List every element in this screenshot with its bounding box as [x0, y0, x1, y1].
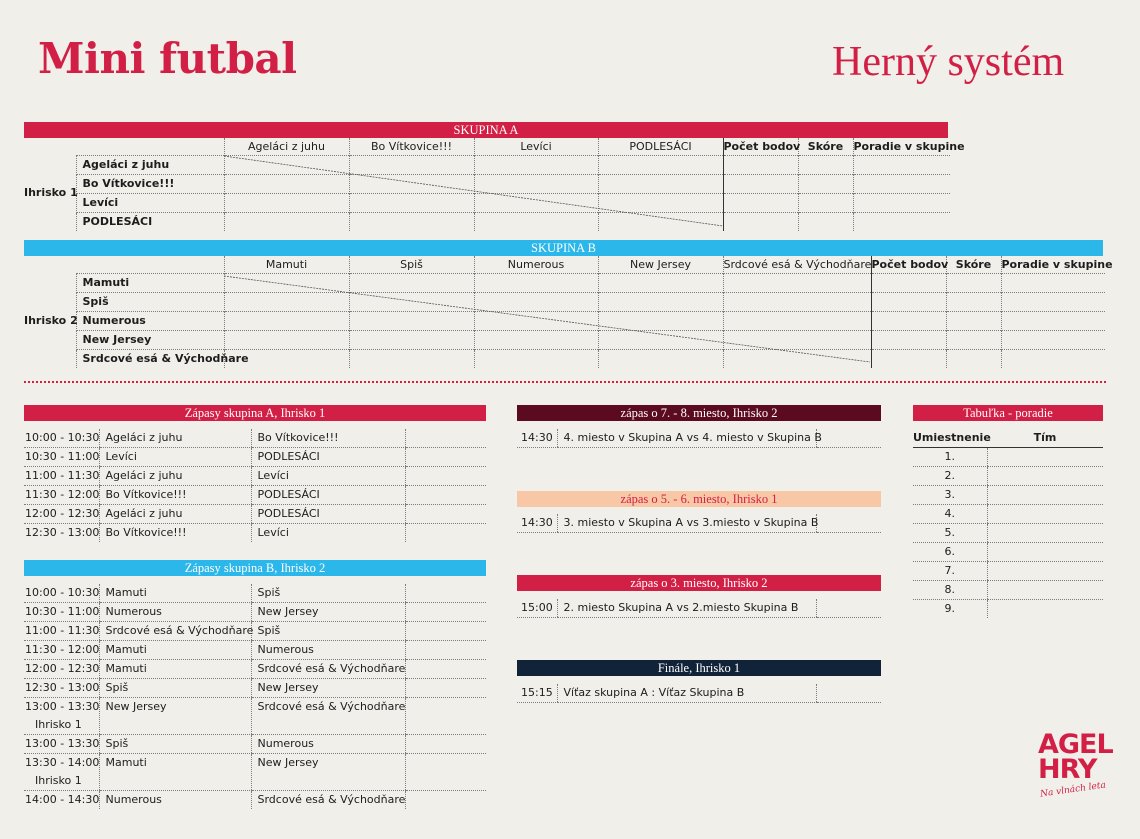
match-row [24, 584, 486, 603]
match-away-team: Spiš [251, 622, 405, 641]
match-row [24, 448, 486, 467]
row-team: PODLESÁCI [76, 213, 224, 232]
row-team: Spiš [76, 293, 224, 312]
col-header: Ageláci z juhu [224, 138, 349, 156]
match-time: 12:00 - 12:30 [24, 660, 99, 679]
ranking-place: 9. [944, 602, 955, 615]
row-team: Srdcové esá & Východňare [76, 350, 224, 369]
section-divider [24, 381, 1106, 383]
match-away-team: New Jersey [251, 679, 405, 698]
match-pair: 2. miesto Skupina A vs 2.miesto Skupina B [557, 599, 816, 618]
match-row [24, 660, 486, 679]
match-away-team: Numerous [251, 735, 405, 754]
matches-a-table [24, 429, 486, 542]
ranking-place: 1. [913, 448, 987, 467]
row-team: Bo Vítkovice!!! [76, 175, 224, 194]
match-row [24, 467, 486, 486]
row-team: Levíci [76, 194, 224, 213]
match-away-team: PODLESÁCI [251, 486, 405, 505]
match-time: 12:30 - 13:00 [24, 679, 99, 698]
match-result-cell [405, 505, 486, 524]
match-result-cell [405, 679, 486, 698]
ranking-row [913, 581, 1103, 600]
match-time: 14:00 - 14:30 [25, 793, 100, 806]
match-row [24, 505, 486, 524]
match-time-range: 13:00 - 13:30 [25, 700, 100, 713]
match-7-8-header: zápas o 7. - 8. miesto, Ihrisko 2 [517, 405, 881, 421]
ranking-team-cell [987, 600, 1103, 619]
logo-tagline: Na vlnách leta [1039, 780, 1107, 800]
ranking-row [913, 524, 1103, 543]
match-row [24, 735, 486, 754]
match-time: 11:00 - 11:30 [24, 622, 99, 641]
match-row [24, 622, 486, 641]
match-away-team: PODLESÁCI [251, 505, 405, 524]
ranking-row [913, 505, 1103, 524]
ranking-team-cell [987, 581, 1103, 600]
match-5-6-header [517, 491, 881, 507]
ranking-place: 4. [913, 505, 987, 524]
match-time: 10:00 - 10:30 [24, 584, 99, 603]
match-away-team: PODLESÁCI [251, 448, 405, 467]
match-time: 14:30 [517, 429, 557, 448]
page-subtitle: Herný systém [832, 39, 1065, 85]
col-header: Levíci [474, 138, 598, 156]
match-5-6-title-bold: zápas o 5. - 6. miesto, [620, 492, 730, 506]
match-time: 11:30 - 12:00 [24, 486, 99, 505]
col-header-score: Skóre [798, 138, 853, 156]
match-away-team: New Jersey [251, 754, 405, 791]
match-away-team: Levíci [251, 467, 405, 486]
ranking-place: 6. [913, 543, 987, 562]
ranking-team-cell [987, 505, 1103, 524]
group-a-header: SKUPINA A [24, 122, 948, 138]
match-row [24, 641, 486, 660]
match-row [24, 429, 486, 448]
match-row [24, 791, 486, 810]
match-home-team: Mamuti [99, 584, 251, 603]
match-home-team: Numerous [99, 791, 251, 810]
logo-line2: HRY [1038, 754, 1097, 785]
col-header: Srdcové esá & Východňare [723, 256, 871, 274]
final-header: Finále, Ihrisko 1 [517, 660, 881, 676]
ranking-team-cell [987, 562, 1103, 581]
match-result-cell [405, 448, 486, 467]
match-field-note: Ihrisko 1 [35, 718, 82, 731]
match-result-cell [405, 429, 486, 448]
match-pair: Víťaz skupina A : Víťaz Skupina B [557, 684, 816, 703]
match-time: 13:00 - 13:30 [24, 735, 99, 754]
match-time: 15:15 [517, 684, 557, 703]
match-time: 10:30 - 11:00 [24, 603, 99, 622]
match-home-team: Bo Vítkovice!!! [99, 524, 251, 543]
match-home-team: Mamuti [99, 754, 251, 791]
match-away-team: Levíci [251, 524, 405, 543]
matches-b-table [24, 584, 486, 809]
match-7-8-table [517, 429, 881, 448]
match-time: 11:30 - 12:00 [24, 641, 99, 660]
ranking-row [913, 562, 1103, 581]
agel-hry-logo [1038, 729, 1113, 785]
ranking-place: 2. [913, 467, 987, 486]
ranking-row [913, 600, 1103, 619]
match-home-team: New Jersey [99, 698, 251, 735]
match-pair: 3. miesto v Skupina A vs 3.miesto v Skupina B [557, 514, 816, 533]
match-home-team: Mamuti [99, 660, 251, 679]
ranking-row [913, 486, 1103, 505]
match-time: 10:00 - 10:30 [24, 429, 99, 448]
match-time: 12:00 - 12:30 [24, 505, 99, 524]
matches-b-header: Zápasy skupina B, Ihrisko 2 [24, 560, 486, 576]
col-header: Numerous [474, 256, 598, 274]
match-result-cell [405, 698, 486, 735]
ranking-col-team: Tím [987, 429, 1103, 448]
ranking-place: 8. [913, 581, 987, 600]
ranking-table [913, 429, 1103, 618]
matches-a-header: Zápasy skupina A, Ihrisko 1 [24, 405, 486, 421]
ranking-team-cell [987, 543, 1103, 562]
match-time-range: 13:30 - 14:00 [25, 756, 100, 769]
match-home-team: Ageláci z juhu [99, 429, 251, 448]
match-row [24, 698, 486, 735]
ranking-team-cell [987, 524, 1103, 543]
ranking-place: 3. [913, 486, 987, 505]
ranking-team-cell [987, 486, 1103, 505]
match-5-6-table [517, 514, 881, 533]
match-away-team: Bo Vítkovice!!! [251, 429, 405, 448]
match-result-cell [405, 486, 486, 505]
match-time: 10:30 - 11:00 [24, 448, 99, 467]
match-away-team: New Jersey [251, 603, 405, 622]
match-home-team: Numerous [99, 603, 251, 622]
match-home-team: Bo Vítkovice!!! [99, 486, 251, 505]
match-result-cell [405, 467, 486, 486]
col-header: Bo Vítkovice!!! [349, 138, 474, 156]
match-result-cell [405, 660, 486, 679]
match-away-team: Spiš [251, 584, 405, 603]
ranking-place: 5. [913, 524, 987, 543]
final-table [517, 684, 881, 703]
match-3-header: zápas o 3. miesto, Ihrisko 2 [517, 575, 881, 591]
field-label: Ihrisko 2 [24, 313, 78, 327]
match-3-table [517, 599, 881, 618]
match-time: 12:30 - 13:00 [25, 526, 100, 539]
match-row [24, 603, 486, 622]
row-team: Ageláci z juhu [76, 156, 224, 175]
match-away-team: Srdcové esá & Východňare [251, 698, 405, 735]
match-time [24, 698, 99, 735]
match-field-note: Ihrisko 1 [35, 774, 82, 787]
col-header-points: Počet bodov [723, 138, 798, 156]
match-result-cell [405, 735, 486, 754]
match-time: 14:30 [517, 514, 557, 533]
match-row [24, 754, 486, 791]
match-result-cell [405, 791, 486, 810]
ranking-team-cell [987, 448, 1103, 467]
ranking-place: 7. [913, 562, 987, 581]
logo-line1: AGEL [1038, 729, 1113, 760]
group-b-header: SKUPINA B [24, 240, 1103, 256]
match-result-cell [405, 641, 486, 660]
ranking-header: Tabuľka - poradie [913, 405, 1103, 421]
match-home-team: Spiš [99, 679, 251, 698]
match-home-team: Levíci [99, 448, 251, 467]
match-away-team: Srdcové esá & Východňare [251, 660, 405, 679]
match-result-cell [405, 754, 486, 791]
match-home-team: Ageláci z juhu [99, 467, 251, 486]
ranking-row [913, 467, 1103, 486]
match-result-cell [405, 603, 486, 622]
col-header: New Jersey [598, 256, 723, 274]
match-home-team: Srdcové esá & Východňare [99, 622, 251, 641]
col-header: PODLESÁCI [598, 138, 723, 156]
match-result-cell [405, 622, 486, 641]
field-label: Ihrisko 1 [24, 186, 78, 200]
match-time: 11:00 - 11:30 [24, 467, 99, 486]
match-row [24, 679, 486, 698]
col-header-rank: Poradie v skupine [853, 138, 950, 156]
match-5-6-title-rest: Ihrisko 1 [729, 492, 778, 506]
match-result-cell [405, 584, 486, 603]
match-pair: 4. miesto v Skupina A vs 4. miesto v Skupina B [557, 429, 816, 448]
match-row [24, 486, 486, 505]
match-row [24, 524, 486, 543]
match-home-team: Mamuti [99, 641, 251, 660]
row-team: New Jersey [76, 331, 224, 350]
match-home-team: Ageláci z juhu [99, 505, 251, 524]
group-b-diagonal [0, 0, 1140, 400]
col-header-points: Počet bodov [871, 256, 946, 274]
match-away-team: Numerous [251, 641, 405, 660]
col-header: Mamuti [224, 256, 349, 274]
row-team: Numerous [76, 312, 224, 331]
col-header: Spiš [349, 256, 474, 274]
ranking-row [913, 448, 1103, 467]
col-header-score: Skóre [946, 256, 1001, 274]
ranking-row [913, 543, 1103, 562]
row-team: Mamuti [76, 274, 224, 293]
ranking-col-place: Umiestnenie [913, 429, 987, 448]
col-header-rank: Poradie v skupine [1001, 256, 1105, 274]
match-time [24, 754, 99, 791]
match-home-team: Spiš [99, 735, 251, 754]
page-title: Mini futbal [38, 34, 297, 83]
ranking-team-cell [987, 467, 1103, 486]
match-time: 15:00 [517, 599, 557, 618]
match-result-cell [405, 524, 486, 543]
match-away-team: Srdcové esá & Východňare [251, 791, 405, 810]
